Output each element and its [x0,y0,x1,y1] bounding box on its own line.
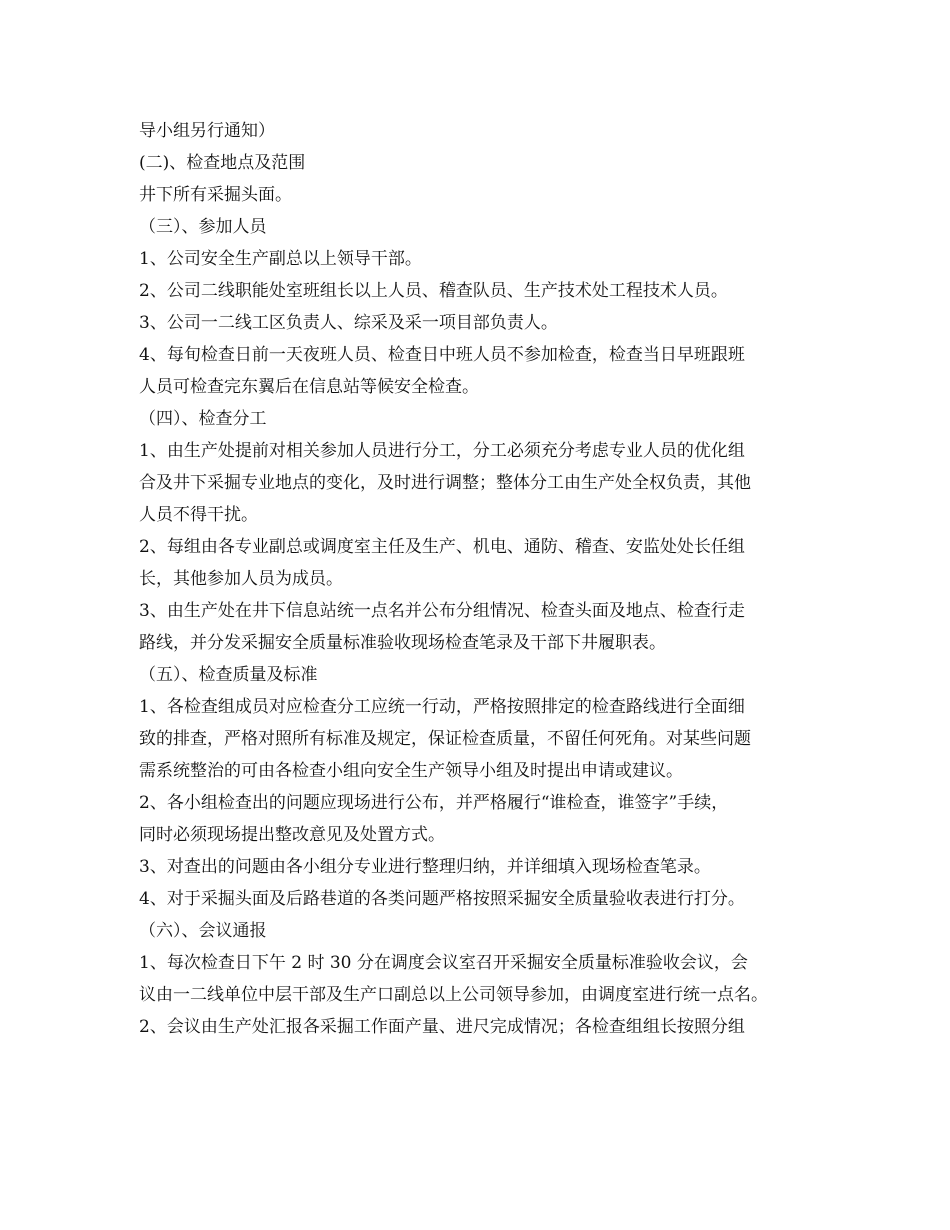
text-line: 需系统整治的可由各检查小组向安全生产领导小组及时提出申请或建议。 [139,761,683,781]
section-heading: （五）、检查质量及标准 [139,665,318,685]
text-line: 1、每次检查日下午 2 时 30 分在调度会议室召开采掘安全质量标准验收会议，会 [139,953,748,973]
text-line: 2、会议由生产处汇报各采掘工作面产量、进尺完成情况；各检查组组长按照分组 [139,1017,745,1037]
text-line: 4、每旬检查日前一天夜班人员、检查日中班人员不参加检查，检查当日早班跟班 [139,345,745,365]
text-line: 人员可检查完东翼后在信息站等候安全检查。 [139,377,479,397]
text-line: 1、各检查组成员对应检查分工应统一行动，严格按照排定的检查路线进行全面细 [139,697,745,717]
section-heading: (二)、检查地点及范围 [139,153,306,173]
text-line: 2、每组由各专业副总或调度室主任及生产、机电、通防、稽查、安监处处长任组 [139,537,745,557]
section-heading: （四）、检查分工 [139,409,267,429]
text-line: 同时必须现场提出整改意见及处置方式。 [139,825,445,845]
section-heading: （六）、会议通报 [139,921,267,941]
text-line: 2、各小组检查出的问题应现场进行公布，并严格履行“谁检查，谁签字”手续， [139,793,729,813]
text-line: 3、公司一二线工区负责人、综采及采一项目部负责人。 [139,313,558,333]
text-line: 致的排查，严格对照所有标准及规定，保证检查质量，不留任何死角。对某些问题 [139,729,751,749]
section-heading: （三）、参加人员 [139,217,267,237]
text-line: 1、由生产处提前对相关参加人员进行分工，分工必须充分考虑专业人员的优化组 [139,441,745,461]
text-line: 人员不得干扰。 [139,505,258,525]
text-line: 长，其他参加人员为成员。 [139,569,343,589]
document-body [139,115,829,1043]
text-line: 3、由生产处在井下信息站统一点名并公布分组情况、检查头面及地点、检查行走 [139,601,745,621]
text-line: 议由一二线单位中层干部及生产口副总以上公司领导参加，由调度室进行统一点名。 [139,985,768,1005]
text-line: 路线，并分发采掘安全质量标准验收现场检查笔录及干部下井履职表。 [139,633,666,653]
text-line: 3、对查出的问题由各小组分专业进行整理归纳，并详细填入现场检查笔录。 [139,857,711,877]
text-line: 2、公司二线职能处室班组长以上人员、稽查队员、生产技术处工程技术人员。 [139,281,728,301]
text-line: 合及井下采掘专业地点的变化，及时进行调整；整体分工由生产处全权负责，其他 [139,473,751,493]
text-line: 1、公司安全生产副总以上领导干部。 [139,249,422,269]
text-line: 4、对于采掘头面及后路巷道的各类问题严格按照采掘安全质量验收表进行打分。 [139,889,745,909]
text-line: 井下所有采掘头面。 [139,185,292,205]
text-line: 导小组另行通知） [139,121,275,141]
